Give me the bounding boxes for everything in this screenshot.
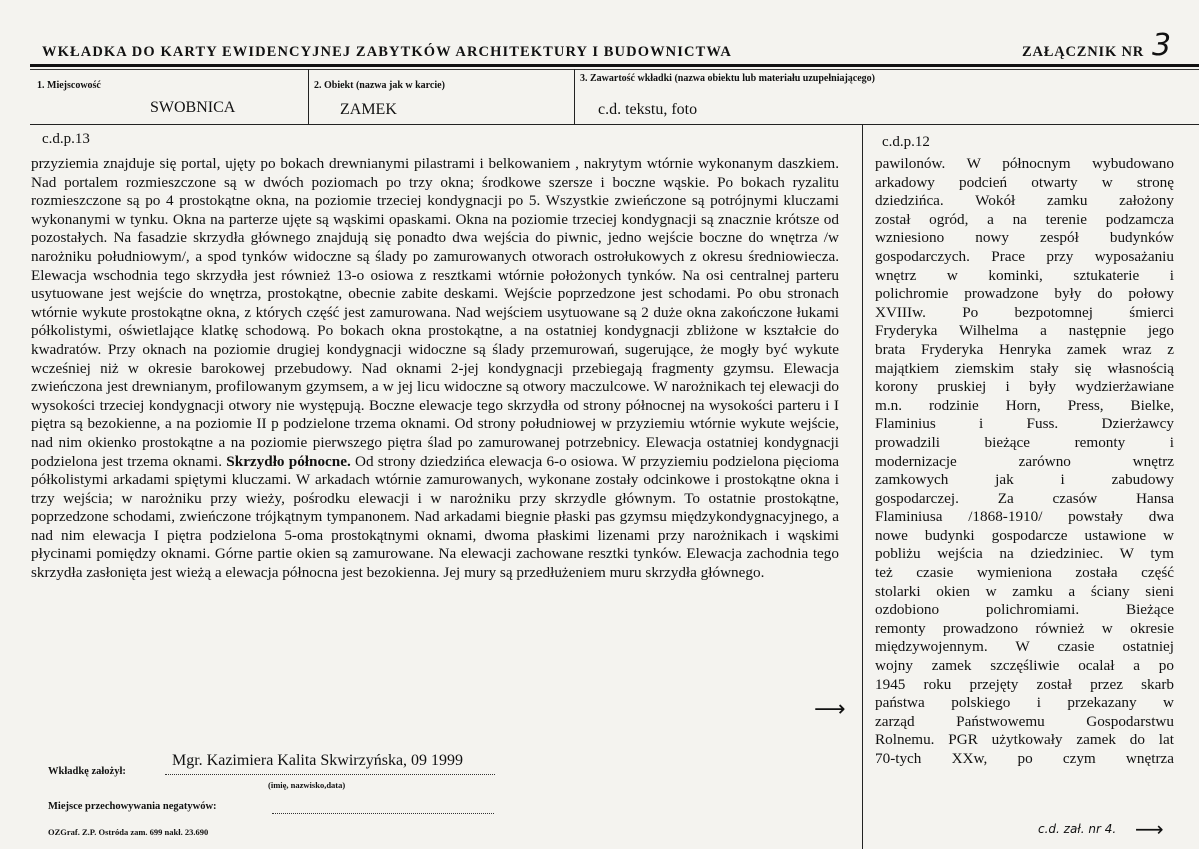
side-text-line: zamkowych jak i zabudowy: [875, 471, 1174, 489]
side-text-line: wzniesiono nowy zespół budynków: [875, 229, 1174, 247]
side-text-line: Rolnemu. PGR użytkowały zamek do lat: [875, 731, 1174, 749]
side-text-line: zarząd Państwowemu Gospodarstwu: [875, 712, 1174, 730]
side-text-line: Flaminiusa /1868-1910/ powstały dwa: [875, 508, 1174, 526]
compiled-by-label: Wkładkę założył:: [48, 766, 126, 777]
main-continuation-note: c.d.p.13: [42, 131, 90, 147]
negatives-location-label: Miejsce przechowywania negatywów:: [48, 801, 217, 812]
main-text-part-2: Od strony dziedzińca elewacja 6-o osiowa. W przyziemiu podzielona pięcioma półkolistymi arkadami spiętymi kluczami. W arkadach wtórnie zamurowanych, wykonane zostały odcinkowe i prostokątne okna i trzy wejścia; w narożniku przy wieży, pośrodku elewacji i w narożniku przy skrzydle głównym. To ostatnie prostokątne, poprzedzone schodami, zwieńczone trójkątnym tympanonem. Nad arkadami biegnie płaski pas gzymsu międzykondygnacyjnego, a nad nim elewacja I piętra podzielona 5-oma prostokątnymi oknami, dwoma płaskimi lizenami przy narożnikach i wąskimi płycinami pomiędzy oknami. Górne partie okien są zamurowane. Na elewacji zachowane resztki tynków. Elewacja zachodnia tego skrzydła zasłonięta jest wieżą a elewacja północna jest bezokienna. Jej mury są przedłużeniem muru skrzydła głównego.: [31, 452, 840, 582]
side-text-line: pobliżu wejścia na dziedziniec. W tym: [875, 545, 1174, 563]
side-column-text: [875, 155, 1174, 769]
side-text-line: Fryderyka Wilhelma a następnie jego: [875, 322, 1174, 340]
compiled-by-hint: (imię, nazwisko,data): [268, 780, 346, 790]
object-value: ZAMEK: [340, 101, 397, 118]
field-box-bottom-rule: [30, 124, 1199, 125]
column-divider: [862, 125, 863, 849]
side-text-line: arkadowy podcień otwarty w stronę: [875, 173, 1174, 191]
side-text-line: Flaminius i Fuss. Dzierżawcy: [875, 415, 1174, 433]
side-text-line: 1945 roku przejęty został przez skarb: [875, 675, 1174, 693]
side-text-line: też czasie wymieniona została część: [875, 564, 1174, 582]
side-text-line: pawilonów. W północnym wybudowano: [875, 155, 1174, 172]
side-text-line: stolarki okien w zamku a ściany sieni: [875, 582, 1174, 600]
main-paragraph: [31, 155, 839, 583]
handwritten-note: c.d. zał. nr 4.: [1038, 822, 1117, 836]
locality-value: SWOBNICA: [150, 99, 236, 116]
side-text-line: ozdobiono polichromiami. Bieżące: [875, 601, 1174, 619]
section-heading-north-wing: Skrzydło północne.: [226, 452, 351, 470]
form-title: WKŁADKA DO KARTY EWIDENCYJNEJ ZABYTKÓW ARCHITEKTURY I BUDOWNICTWA: [42, 44, 732, 60]
contents-label: 3. Zawartość wkładki (nazwa obiektu lub materiału uzupełniającego): [580, 73, 876, 84]
annex-label-text: ZAŁĄCZNIK NR: [1022, 44, 1144, 60]
object-label: 2. Obiekt (nazwa jak w karcie): [314, 80, 445, 91]
continue-arrow-icon: ⟶: [814, 697, 846, 722]
side-text-line: wojny zamek szczęśliwie ocalał a po: [875, 657, 1174, 675]
side-text-line: państwa polskiego i przekazany w: [875, 694, 1174, 712]
side-text-line: polichromie prowadzone były do połowy: [875, 285, 1174, 303]
side-text-line: XVIIIw. Po bezpotomnej śmierci: [875, 303, 1174, 321]
side-text-line: remonty prowadzono również w okresie: [875, 619, 1174, 637]
side-text-line: brata Fryderyka Henryka zamek wraz z: [875, 340, 1174, 358]
compiled-by-value: Mgr. Kazimiera Kalita Skwirzyńska, 09 1999: [172, 752, 464, 769]
side-text-line: korony pruskiej i były wydzierżawiane: [875, 378, 1174, 396]
note-arrow-icon: ⟶: [1135, 817, 1164, 841]
field-divider-2: [574, 69, 575, 125]
compiled-by-dotline: [165, 774, 495, 775]
annex-number: 3: [1152, 28, 1172, 63]
side-text-line: majątkiem ziemskim stały się własnością: [875, 359, 1174, 377]
printer-imprint: OZGraf. Z.P. Ostróda zam. 699 nakł. 23.690: [48, 827, 209, 837]
side-text-line: gospodarczej. Za czasów Hansa: [875, 489, 1174, 507]
side-text-line: międzywojennym. W czasie ostatniej: [875, 638, 1174, 656]
main-body-text: [31, 155, 839, 583]
header-rule: [30, 64, 1199, 67]
header-rule-thin: [30, 69, 1199, 70]
side-text-line: gospodarczych. Prace przy wyposażaniu: [875, 247, 1174, 265]
negatives-location-dotline: [272, 813, 494, 814]
field-divider-1: [308, 69, 309, 125]
side-continuation-note: c.d.p.12: [882, 134, 930, 150]
side-text-line: został ogród, a na terenie podzamcza: [875, 210, 1174, 228]
locality-label: 1. Miejscowość: [37, 80, 101, 91]
main-text-part-1: przyziemia znajduje się portal, ujęty po bokach drewnianymi pilastrami i belkowaniem , nakrytym wtórnie wykonanym daszkiem. Nad portalem rozmieszczone są w dwóch poziomach po trzy okna; środkowe szersze i boczne wąskie. Po bokach ryzalitu rozmieszczone są po 4 prostokątne okna, na poziomie trzeciej kondygnacji po 5. Wszystkie zwieńczone są potrójnymi kluczami wykonanymi w tynku. Okna na parterze ujęte są wąskimi opaskami. Okna na poziomie trzeciej kondygnacji są znacznie krótsze od pozostałych. Na fasadzie skrzydła głównego znajdują się ponadto dwa wejścia do piwnic, jedno wejście boczne do wnętrza /w narożniku południowym/, a spod tynków widoczne są ślady po zamurowanych otworach ostrołukowych z okresu średniowiecza. Elewacja wschodnia tego skrzydła jest również 13-o osiowa z resztkami wtórnie położonych tynków. Na osi centralnej parteru usytuowane jest wejście do wnętrza, prostokątne, obecnie zabite deskami. Wejście poprzedzone jest schodami. Po obu stronach wtórnie wykute prostokątne okna, z których część jest zamurowana. Nad wejściem usytuowane są 2 duże okna zakończone łukami półkolistymi, oświetlające klatkę schodową. Po bokach okna prostokątne, a na ostatniej kondygnacji zbliżone w kształcie do kwadratów. Przy oknach na poziomie drugiej kondygnacji widoczne są ślady przemurowań, sugerujące, że mogły być wykute wcześniej niż w okresie barokowej przebudowy. Nad oknami 2-jej kondygnacji przebiegają fragmenty gzymsu. Elewacja zwieńczona jest drewnianym, profilowanym gzymsem, a w jej licu widoczne są otwory maczulcowe. W narożnikach tej elewacji do wysokości trzeciej kondygnacji otwory nie występują. Boczne elewacje tego skrzydła od strony północnej na wysokości parteru i I piętra są bezokienne, a na poziomie II p podzielone trzema oknami. Od strony południowej w przyziemiu wtórnie wykute wejście, nad nim okienko prostokątne a na poziomie pierwszego piętra ślad po zamurowanej potrzebnicy. Elewacja ostatniej kondygnacji podzielona jest trzema oknami.: [31, 155, 839, 470]
side-text-line: modernizacje zarówno wnętrz: [875, 452, 1174, 470]
side-text-line: prowadzili bieżące remonty i: [875, 433, 1174, 451]
side-text-line: 70-tych XXw, po czym wnętrza: [875, 750, 1174, 767]
side-text-line: dziedzińca. Wokół zamku założony: [875, 192, 1174, 210]
annex-label: [1022, 44, 1144, 61]
side-text-line: wnętrz w kominki, sztukaterie i: [875, 266, 1174, 284]
contents-value: c.d. tekstu, foto: [598, 101, 698, 118]
side-text-line: m.n. rodzinie Horn, Press, Bielke,: [875, 396, 1174, 414]
side-text-line: nowe budynki gospodarcze ustawione w: [875, 526, 1174, 544]
